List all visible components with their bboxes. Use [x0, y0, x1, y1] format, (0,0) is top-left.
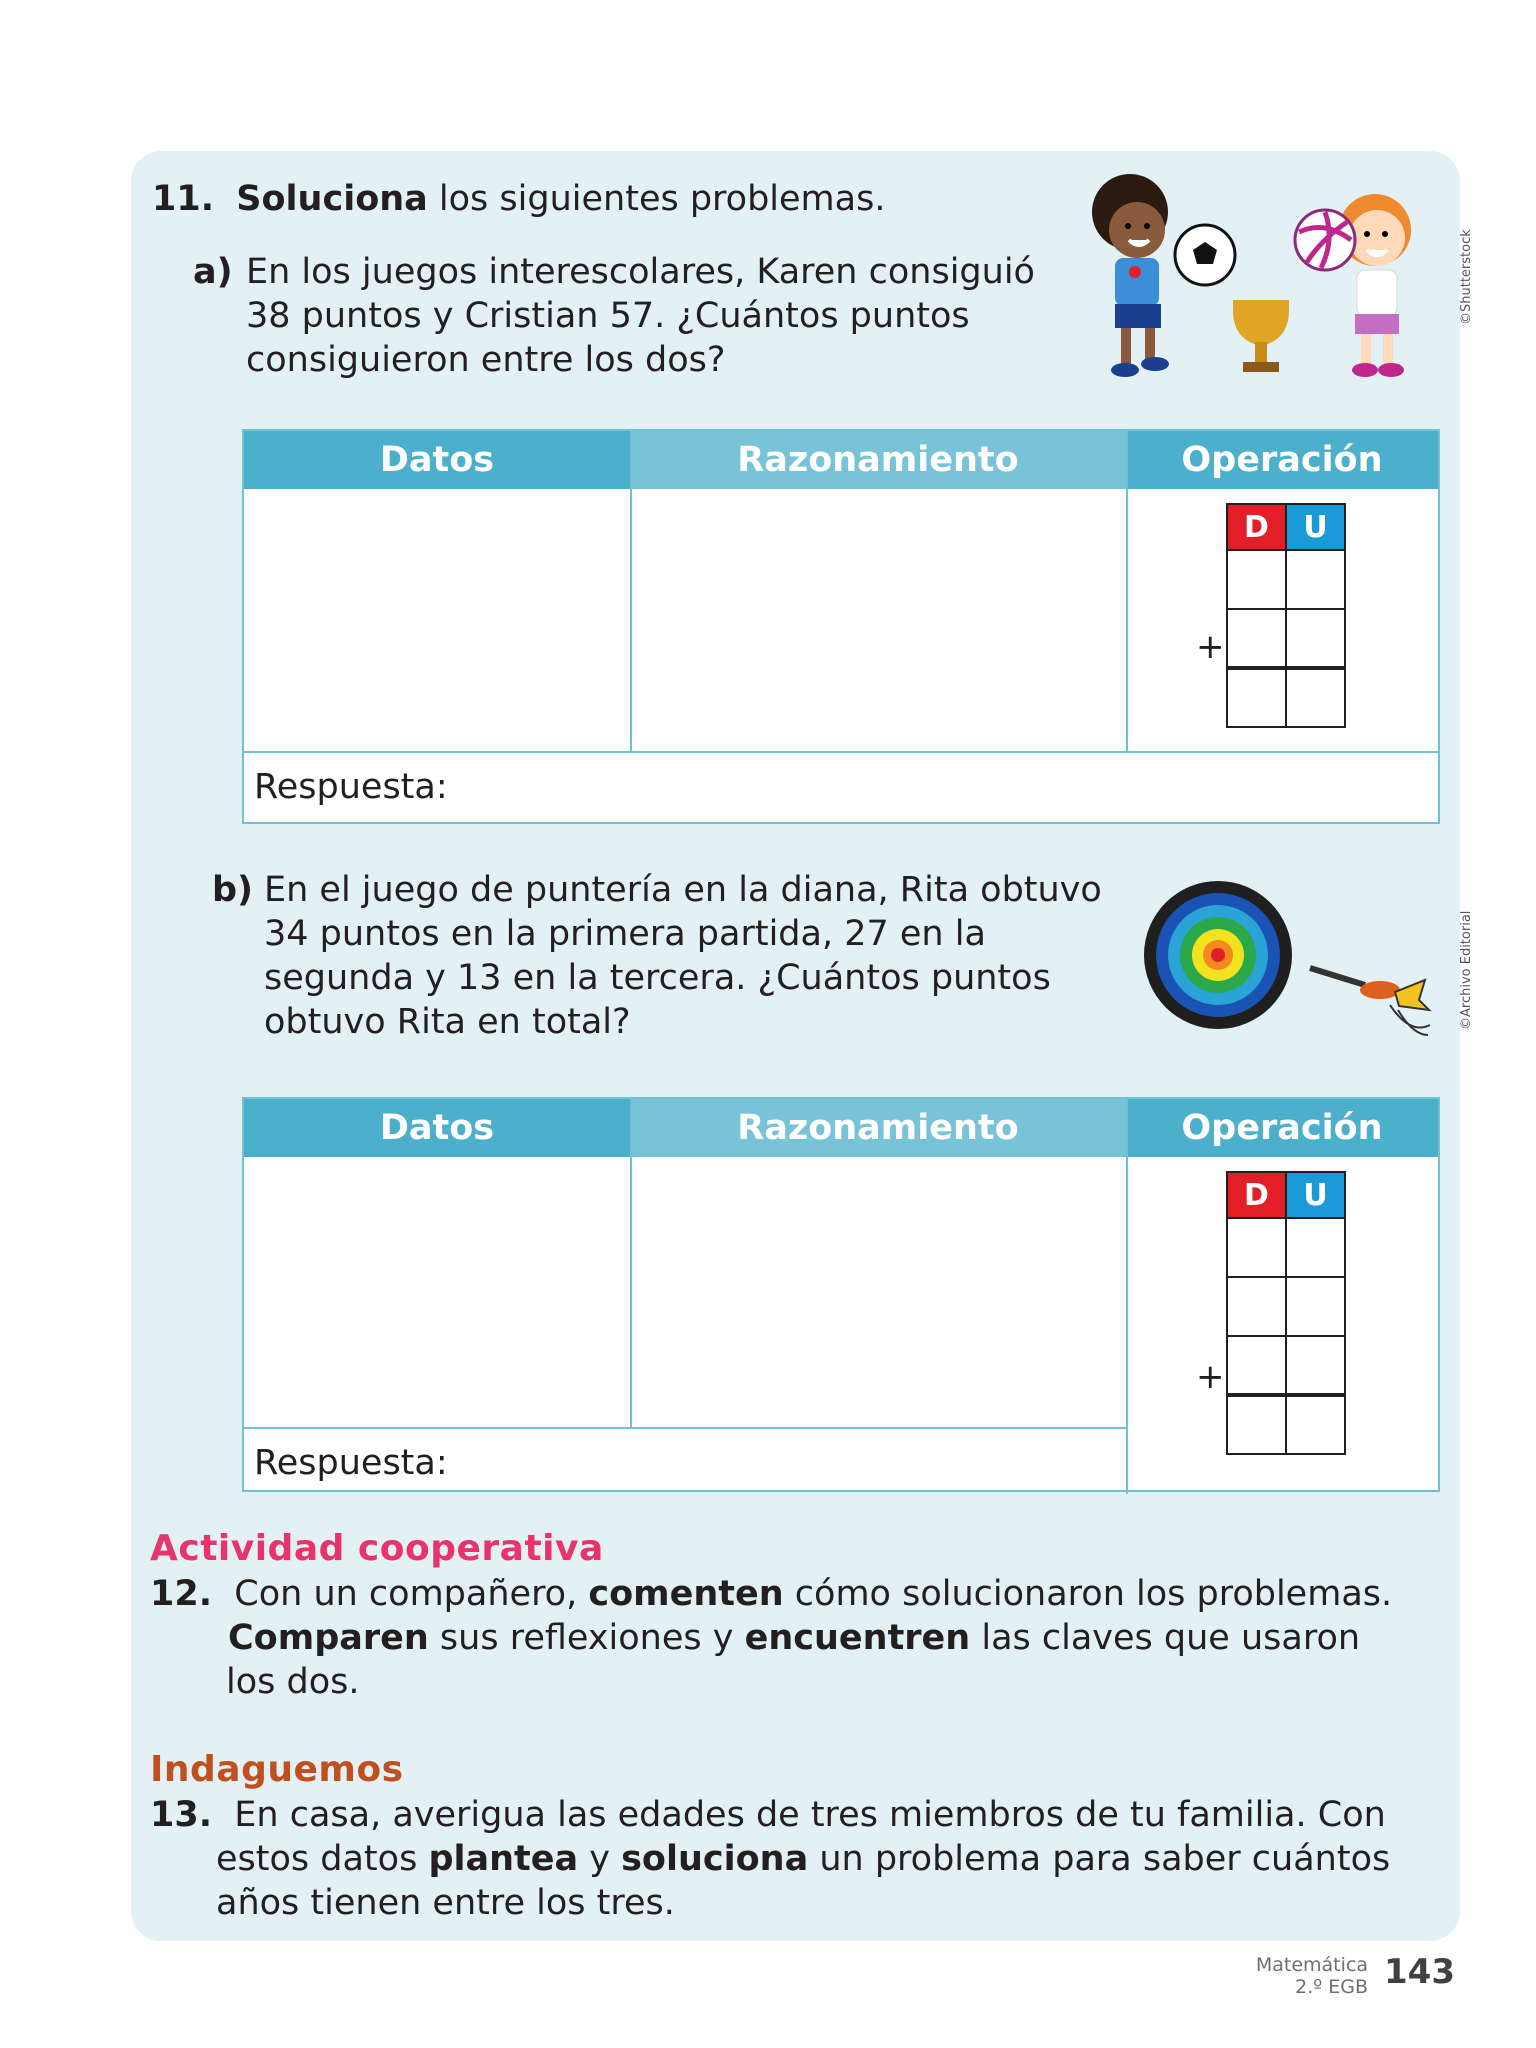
- plus-sign: +: [1196, 627, 1225, 667]
- indag-heading: Indaguemos: [150, 1749, 404, 1790]
- units-header: U: [1286, 504, 1345, 550]
- divider: [244, 1427, 1128, 1429]
- problem-b-text: En el juego de puntería en la diana, Rita obtuvo 34 puntos en la primera partida, 27 en la segunda y 13 en la tercera. ¿Cuántos puntos obtuvo Rita en total?: [264, 870, 1102, 1042]
- du-grid-b: [1226, 1171, 1346, 1455]
- table-b: [242, 1097, 1440, 1492]
- divider: [1126, 1099, 1128, 1494]
- tens-header: D: [1227, 1172, 1286, 1218]
- divider: [244, 751, 1438, 753]
- divider: [630, 1099, 632, 1429]
- result-cell[interactable]: [1227, 668, 1286, 727]
- coop-heading: Actividad cooperativa: [150, 1528, 604, 1569]
- result-cell[interactable]: [1286, 1395, 1345, 1454]
- digit-cell[interactable]: [1227, 609, 1286, 668]
- header-razonamiento: Razonamiento: [630, 431, 1126, 489]
- divider: [630, 431, 632, 751]
- table-a: [242, 429, 1440, 824]
- credit-shutterstock: ©Shutterstock: [1459, 229, 1474, 325]
- header-datos: Datos: [244, 1099, 630, 1157]
- problem-a-text: En los juegos interescolares, Karen consiguió 38 puntos y Cristian 57. ¿Cuántos puntos consiguieron entre los dos?: [246, 252, 1035, 380]
- kids-sports-illustration: [1085, 170, 1435, 400]
- digit-cell[interactable]: [1286, 1336, 1345, 1395]
- digit-cell[interactable]: [1227, 1336, 1286, 1395]
- plus-sign: +: [1196, 1357, 1225, 1397]
- divider: [1126, 431, 1128, 751]
- answer-label-a: Respuesta:: [254, 767, 448, 807]
- page-number: 143: [1384, 1952, 1455, 1992]
- credit-archivo: ©Archivo Editorial: [1459, 910, 1474, 1030]
- exercise-13: 13. En casa, averigua las edades de tres miembros de tu familia. Con estos datos plantea y soluciona un problema para saber cuántos años tienen entre los tres.: [150, 1795, 1391, 1923]
- result-cell[interactable]: [1227, 1395, 1286, 1454]
- digit-cell[interactable]: [1227, 1277, 1286, 1336]
- digit-cell[interactable]: [1286, 609, 1345, 668]
- exercise-11-verb: Soluciona: [236, 179, 428, 219]
- header-operacion: Operación: [1126, 431, 1438, 489]
- digit-cell[interactable]: [1286, 550, 1345, 609]
- answer-label-b: Respuesta:: [254, 1443, 448, 1483]
- du-grid-a: [1226, 503, 1346, 728]
- digit-cell[interactable]: [1227, 550, 1286, 609]
- problem-a-label: a): [193, 252, 233, 292]
- header-razonamiento: Razonamiento: [630, 1099, 1126, 1157]
- exercise-11-heading: 11. Soluciona los siguientes problemas.: [152, 179, 886, 219]
- header-datos: Datos: [244, 431, 630, 489]
- problem-b-label: b): [212, 870, 254, 910]
- header-operacion: Operación: [1126, 1099, 1438, 1157]
- units-header: U: [1286, 1172, 1345, 1218]
- result-cell[interactable]: [1286, 668, 1345, 727]
- tens-header: D: [1227, 504, 1286, 550]
- footer-subject: Matemática 2.º EGB: [1255, 1954, 1368, 1998]
- digit-cell[interactable]: [1227, 1218, 1286, 1277]
- digit-cell[interactable]: [1286, 1277, 1345, 1336]
- exercise-12: 12. Con un compañero, comenten cómo solucionaron los problemas. Comparen sus reflexiones y encuentren las claves que usaron los dos.: [150, 1574, 1393, 1702]
- digit-cell[interactable]: [1286, 1218, 1345, 1277]
- dartboard-illustration: [1140, 880, 1445, 1065]
